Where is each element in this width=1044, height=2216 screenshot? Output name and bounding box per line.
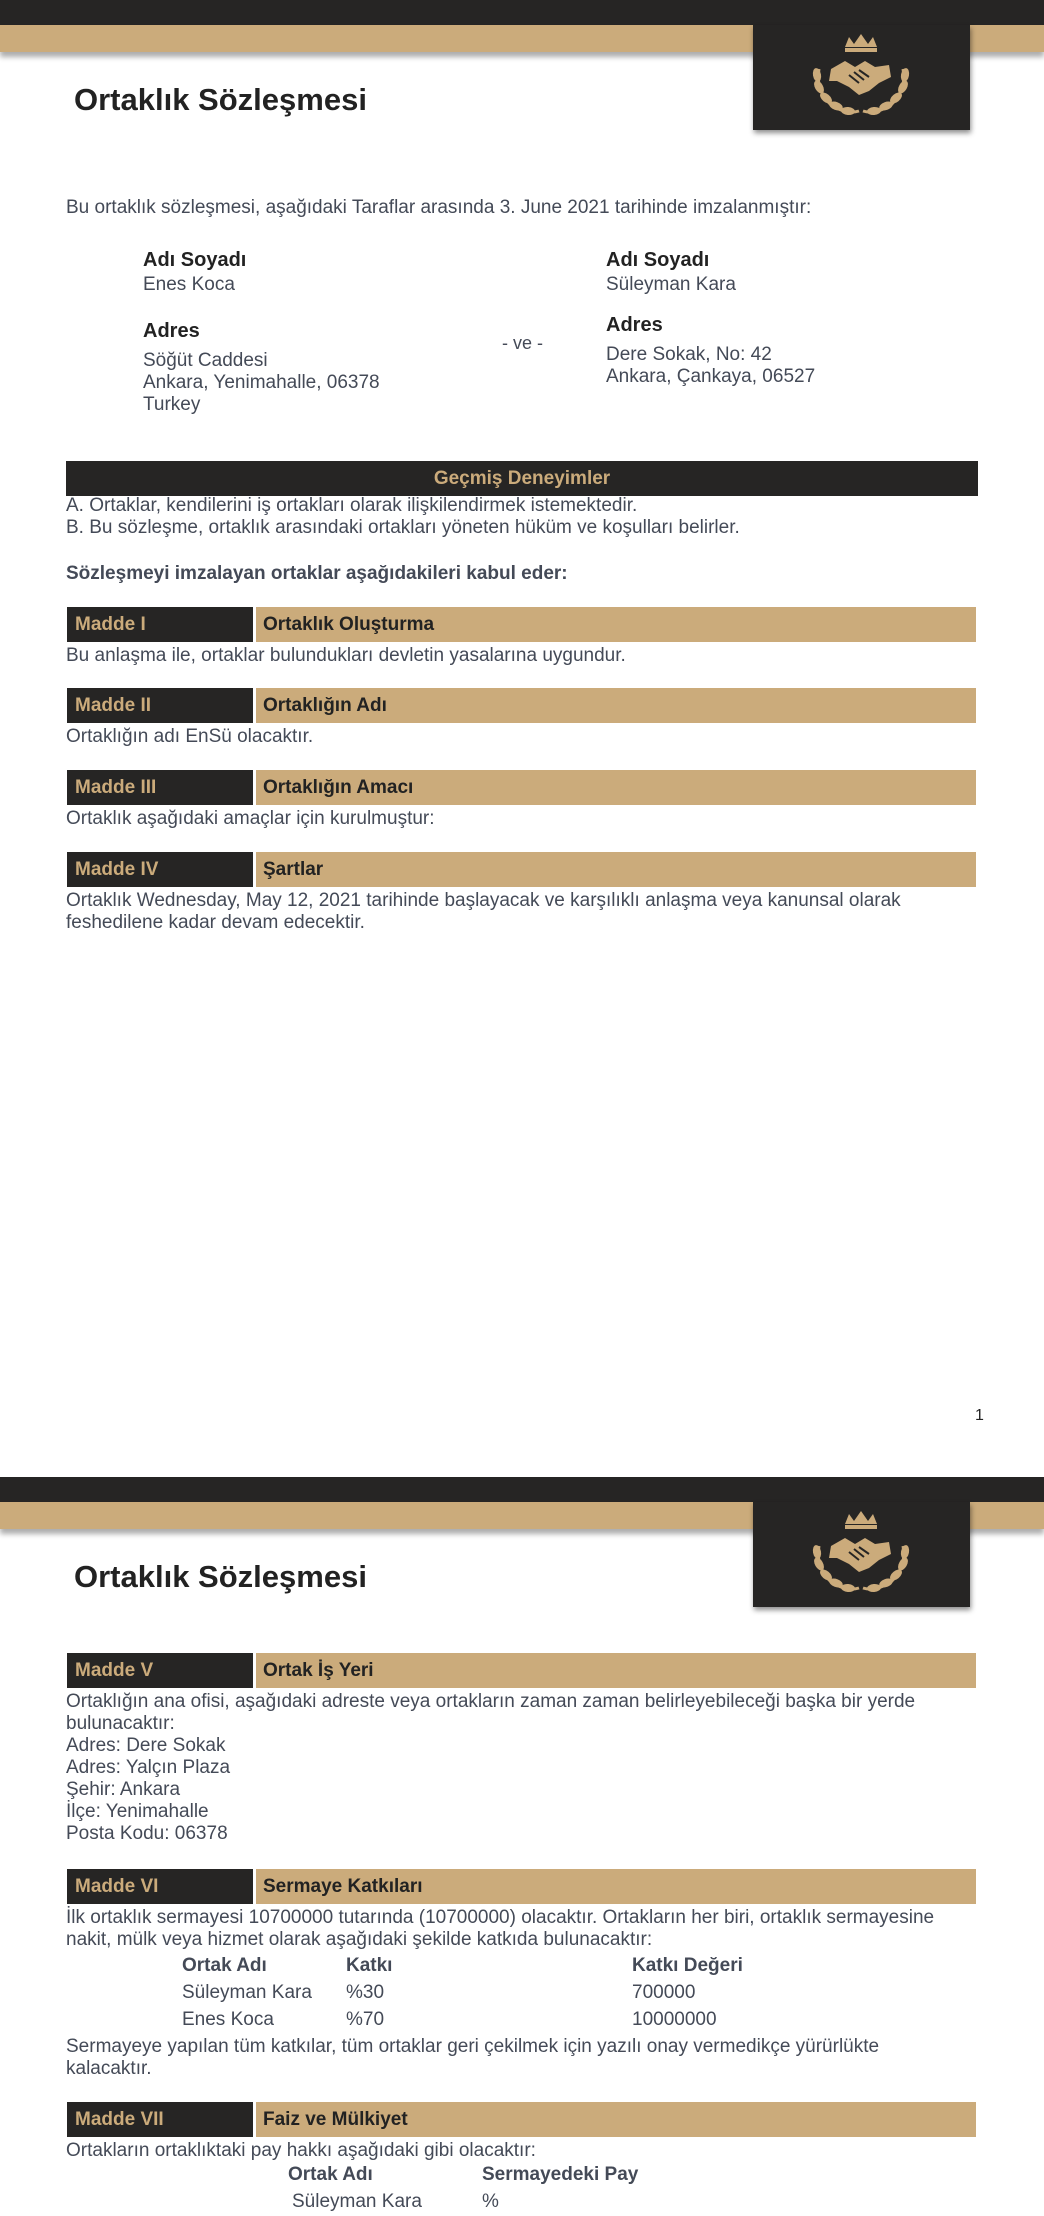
logo <box>753 25 970 130</box>
article-2-number: Madde II <box>67 688 253 723</box>
party-1-address-label: Adres <box>143 320 200 342</box>
logo <box>753 1502 970 1607</box>
article-4-text <box>66 890 966 934</box>
document-title: Ortaklık Sözleşmesi <box>74 1559 367 1594</box>
article-5-postal-code: Posta Kodu: 06378 <box>66 1823 228 1844</box>
contribution-row-1-value: 700000 <box>632 1982 696 2003</box>
article-7-text: Ortakların ortaklıktaki pay hakkı aşağıdaki gibi olacaktır: <box>66 2140 536 2161</box>
contribution-table <box>0 1955 1044 2035</box>
header-dark-band <box>0 1477 1044 1502</box>
contribution-row-1-share: %30 <box>346 1982 385 2003</box>
article-6-after-line-1: Sermayeye yapılan tüm katkılar, tüm ortaklar geri çekilmek için yazılı onay vermedikçe yürürlükte <box>66 2036 880 2057</box>
article-7-header <box>67 2102 976 2137</box>
document-title: Ortaklık Sözleşmesi <box>74 82 367 117</box>
party-2-name-label: Adı Soyadı <box>606 249 710 271</box>
article-4-header <box>67 852 976 887</box>
article-5-text-line-2: bulunacaktır: <box>66 1713 175 1734</box>
article-7-title: Faiz ve Mülkiyet <box>256 2102 976 2137</box>
contribution-row-2-share: %70 <box>346 2009 385 2030</box>
party-1-name-label: Adı Soyadı <box>143 249 247 271</box>
handshake-crown-laurel-icon <box>753 25 970 130</box>
ownership-row-1-name: Süleyman Kara <box>292 2191 422 2212</box>
agreement-statement: Sözleşmeyi imzalayan ortaklar aşağıdakileri kabul eder: <box>66 563 568 584</box>
article-3-text: Ortaklık aşağıdaki amaçlar için kurulmuştur: <box>66 808 435 829</box>
article-2-text: Ortaklığın adı EnSü olacaktır. <box>66 726 314 747</box>
ownership-header-share: Sermayedeki Pay <box>482 2164 639 2185</box>
article-6-after-text <box>66 2036 966 2080</box>
recitals-text <box>66 495 966 539</box>
article-6-number: Madde VI <box>67 1869 253 1904</box>
article-1-number: Madde I <box>67 607 253 642</box>
article-6-text-line-2: nakit, mülk veya hizmet olarak aşağıdaki şekilde katkıda bulunacaktır: <box>66 1929 653 1950</box>
contribution-row-2-value: 10000000 <box>632 2009 717 2030</box>
article-3-title: Ortaklığın Amacı <box>256 770 976 805</box>
article-5-address-2: Adres: Yalçın Plaza <box>66 1757 231 1778</box>
page-number: 1 <box>975 1407 984 1424</box>
contribution-header-value: Katkı Değeri <box>632 1955 743 1976</box>
article-6-title: Sermaye Katkıları <box>256 1869 976 1904</box>
article-7-number: Madde VII <box>67 2102 253 2137</box>
article-4-title: Şartlar <box>256 852 976 887</box>
article-4-text-line-2: feshedilene kadar devam edecektir. <box>66 912 365 933</box>
party-2-address-line-2: Ankara, Çankaya, 06527 <box>606 366 816 387</box>
ownership-header-name: Ortak Adı <box>288 2164 373 2185</box>
article-5-district: İlçe: Yenimahalle <box>66 1801 209 1822</box>
article-6-text <box>66 1907 966 1951</box>
party-2-address-line-1: Dere Sokak, No: 42 <box>606 344 772 365</box>
party-2 <box>606 246 815 388</box>
recital-b: B. Bu sözleşme, ortaklık arasındaki ortakları yöneten hüküm ve koşulları belirler. <box>66 517 740 538</box>
contribution-header-share: Katkı <box>346 1955 393 1976</box>
recitals-heading: Geçmiş Deneyimler <box>66 461 978 496</box>
header-dark-band <box>0 0 1044 25</box>
article-6-text-line-1: İlk ortaklık sermayesi 10700000 tutarında (10700000) olacaktır. Ortakların her biri, ortaklık sermayesine <box>66 1907 935 1928</box>
party-1-address-line-3: Turkey <box>143 394 201 415</box>
article-3-header <box>67 770 976 805</box>
party-1 <box>143 246 380 416</box>
article-4-text-line-1: Ortaklık Wednesday, May 12, 2021 tarihinde başlayacak ve karşılıklı anlaşma veya kanunsal olarak <box>66 890 901 911</box>
article-5-address-1: Adres: Dere Sokak <box>66 1735 226 1756</box>
article-5-text <box>66 1691 966 1845</box>
article-5-text-line-1: Ortaklığın ana ofisi, aşağıdaki adreste veya ortakların zaman zaman belirleyebileceği başka bir yerde <box>66 1691 916 1712</box>
party-separator: - ve - <box>502 333 544 353</box>
recital-a: A. Ortaklar, kendilerini iş ortakları olarak ilişkilendirmek istemektedir. <box>66 495 638 516</box>
article-5-title: Ortak İş Yeri <box>256 1653 976 1688</box>
party-1-address-line-2: Ankara, Yenimahalle, 06378 <box>143 372 380 393</box>
article-3-number: Madde III <box>67 770 253 805</box>
party-2-address-label: Adres <box>606 314 663 336</box>
article-1-header <box>67 607 976 642</box>
article-2-header <box>67 688 976 723</box>
intro-text: Bu ortaklık sözleşmesi, aşağıdaki Taraflar arasında 3. June 2021 tarihinde imzalanmıştır: <box>66 197 812 218</box>
document-page-2 <box>0 1477 1044 2216</box>
article-1-title: Ortaklık Oluşturma <box>256 607 976 642</box>
article-1-text: Bu anlaşma ile, ortaklar bulundukları devletin yasalarına uygundur. <box>66 645 626 666</box>
article-6-after-line-2: kalacaktır. <box>66 2058 152 2079</box>
party-1-name: Enes Koca <box>143 274 235 295</box>
contribution-header-name: Ortak Adı <box>182 1955 267 1976</box>
party-1-address-line-1: Söğüt Caddesi <box>143 350 268 371</box>
ownership-row-1-share: % <box>482 2191 499 2212</box>
article-5-city: Şehir: Ankara <box>66 1779 181 1800</box>
article-2-title: Ortaklığın Adı <box>256 688 976 723</box>
article-5-number: Madde V <box>67 1653 253 1688</box>
ownership-table <box>0 2164 1044 2214</box>
party-2-name: Süleyman Kara <box>606 274 736 295</box>
contribution-row-1-name: Süleyman Kara <box>182 1982 312 2003</box>
article-4-number: Madde IV <box>67 852 253 887</box>
article-5-header <box>67 1653 976 1688</box>
handshake-crown-laurel-icon <box>753 1502 970 1607</box>
article-6-header <box>67 1869 976 1904</box>
contribution-row-2-name: Enes Koca <box>182 2009 274 2030</box>
